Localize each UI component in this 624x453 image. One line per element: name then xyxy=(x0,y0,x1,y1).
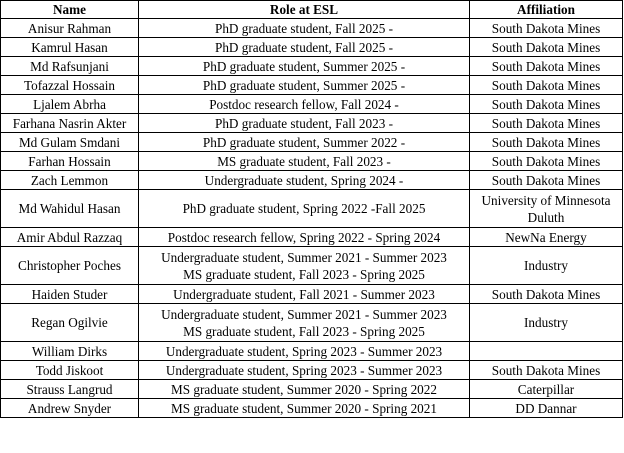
role-line: PhD graduate student, Summer 2022 - xyxy=(202,134,406,150)
member-role xyxy=(139,361,470,380)
member-affiliation xyxy=(470,380,623,399)
table-row xyxy=(1,95,623,114)
table-row xyxy=(1,38,623,57)
table-row xyxy=(1,76,623,95)
table-row xyxy=(1,361,623,380)
member-affiliation xyxy=(470,285,623,304)
affiliation-line: South Dakota Mines xyxy=(491,286,601,302)
member-name: Md Gulam Smdani xyxy=(1,133,139,152)
member-affiliation xyxy=(470,171,623,190)
table-row xyxy=(1,380,623,399)
header-name: Name xyxy=(1,1,139,19)
member-affiliation xyxy=(470,95,623,114)
role-line: PhD graduate student, Spring 2022 -Fall 2025 xyxy=(182,201,426,216)
member-role xyxy=(139,114,470,133)
role-line: PhD graduate student, Fall 2025 - xyxy=(214,20,393,36)
table-row xyxy=(1,285,623,304)
member-affiliation xyxy=(470,399,623,418)
affiliation-line: South Dakota Mines xyxy=(491,58,601,74)
table-row xyxy=(1,133,623,152)
affiliation-line: South Dakota Mines xyxy=(491,153,601,169)
table-row xyxy=(1,152,623,171)
member-role xyxy=(139,57,470,76)
member-name: Md Rafsunjani xyxy=(1,57,139,76)
member-affiliation xyxy=(470,247,623,285)
role-line: Undergraduate student, Summer 2021 - Summer 2023 xyxy=(161,249,447,265)
member-role xyxy=(139,247,470,285)
table-row xyxy=(1,190,623,228)
member-name: Farhan Hossain xyxy=(1,152,139,171)
member-name: Anisur Rahman xyxy=(1,19,139,38)
affiliation-line: Caterpillar xyxy=(517,381,575,397)
affiliation-line: Industry xyxy=(524,258,568,273)
table-row xyxy=(1,228,623,247)
affiliation-line: South Dakota Mines xyxy=(491,39,601,55)
member-affiliation xyxy=(470,133,623,152)
member-name: William Dirks xyxy=(1,342,139,361)
member-name: Zach Lemmon xyxy=(1,171,139,190)
table-row xyxy=(1,19,623,38)
affiliation-line: South Dakota Mines xyxy=(491,362,601,378)
member-role xyxy=(139,380,470,399)
member-affiliation xyxy=(470,152,623,171)
role-line: Postdoc research fellow, Fall 2024 - xyxy=(209,96,399,112)
affiliation-line: University of Minnesota xyxy=(481,192,611,208)
member-role xyxy=(139,304,470,342)
affiliation-line: NewNa Energy xyxy=(505,229,587,245)
table-row xyxy=(1,399,623,418)
member-name: Todd Jiskoot xyxy=(1,361,139,380)
affiliation-line: South Dakota Mines xyxy=(491,172,601,188)
member-affiliation xyxy=(470,76,623,95)
role-line: Undergraduate student, Spring 2023 - Summer 2023 xyxy=(165,362,443,378)
affiliation-line: South Dakota Mines xyxy=(491,96,601,112)
member-affiliation xyxy=(470,304,623,342)
role-line: MS graduate student, Summer 2020 - Spring 2022 xyxy=(171,381,437,397)
member-name: Christopher Poches xyxy=(1,247,139,285)
table-row xyxy=(1,57,623,76)
member-name: Farhana Nasrin Akter xyxy=(1,114,139,133)
member-role xyxy=(139,133,470,152)
affiliation-line: DD Dannar xyxy=(515,400,577,416)
table-row xyxy=(1,171,623,190)
table-row xyxy=(1,342,623,361)
member-affiliation xyxy=(470,228,623,247)
member-role xyxy=(139,190,470,228)
member-affiliation xyxy=(470,361,623,380)
role-line: Postdoc research fellow, Spring 2022 - Spring 2024 xyxy=(167,229,441,245)
role-line: Undergraduate student, Fall 2021 - Summer 2023 xyxy=(173,286,435,302)
header-affiliation: Affiliation xyxy=(470,1,623,19)
member-role xyxy=(139,19,470,38)
member-role xyxy=(139,342,470,361)
member-role xyxy=(139,95,470,114)
role-line: MS graduate student, Summer 2020 - Spring 2021 xyxy=(171,400,437,416)
affiliation-line: South Dakota Mines xyxy=(491,134,601,150)
role-line: PhD graduate student, Fall 2025 - xyxy=(214,39,393,55)
member-name: Tofazzal Hossain xyxy=(1,76,139,95)
affiliation-line: South Dakota Mines xyxy=(491,77,601,93)
member-role xyxy=(139,38,470,57)
member-name: Md Wahidul Hasan xyxy=(1,190,139,228)
member-name: Amir Abdul Razzaq xyxy=(1,228,139,247)
header-row xyxy=(1,1,623,19)
role-line: Undergraduate student, Summer 2021 - Summer 2023 xyxy=(161,306,447,322)
affiliation-line: Duluth xyxy=(527,209,565,225)
header-role: Role at ESL xyxy=(139,1,470,19)
table-row xyxy=(1,114,623,133)
member-affiliation xyxy=(470,19,623,38)
role-line: MS graduate student, Fall 2023 - xyxy=(217,153,391,169)
member-name: Regan Ogilvie xyxy=(1,304,139,342)
member-name: Kamrul Hasan xyxy=(1,38,139,57)
member-affiliation xyxy=(470,342,623,361)
role-line: MS graduate student, Fall 2023 - Spring 2025 xyxy=(183,266,425,282)
member-affiliation xyxy=(470,114,623,133)
member-role xyxy=(139,228,470,247)
role-line: Undergraduate student, Spring 2023 - Summer 2023 xyxy=(165,343,443,359)
member-role xyxy=(139,285,470,304)
role-line: Undergraduate student, Spring 2024 - xyxy=(204,172,404,188)
role-line: PhD graduate student, Summer 2025 - xyxy=(202,58,406,74)
table-row xyxy=(1,304,623,342)
affiliation-line: South Dakota Mines xyxy=(491,20,601,36)
member-role xyxy=(139,76,470,95)
member-affiliation xyxy=(470,38,623,57)
role-line: MS graduate student, Fall 2023 - Spring 2025 xyxy=(183,323,425,339)
table-row xyxy=(1,247,623,285)
member-role xyxy=(139,399,470,418)
member-affiliation xyxy=(470,190,623,228)
affiliation-line: South Dakota Mines xyxy=(491,115,601,131)
member-affiliation xyxy=(470,57,623,76)
table-body xyxy=(1,19,623,418)
member-role xyxy=(139,152,470,171)
member-name: Haiden Studer xyxy=(1,285,139,304)
affiliation-line: Industry xyxy=(524,315,568,330)
role-line: PhD graduate student, Summer 2025 - xyxy=(202,77,406,93)
member-name: Andrew Snyder xyxy=(1,399,139,418)
member-role xyxy=(139,171,470,190)
member-name: Strauss Langrud xyxy=(1,380,139,399)
member-name: Ljalem Abrha xyxy=(1,95,139,114)
role-line: PhD graduate student, Fall 2023 - xyxy=(214,115,393,131)
